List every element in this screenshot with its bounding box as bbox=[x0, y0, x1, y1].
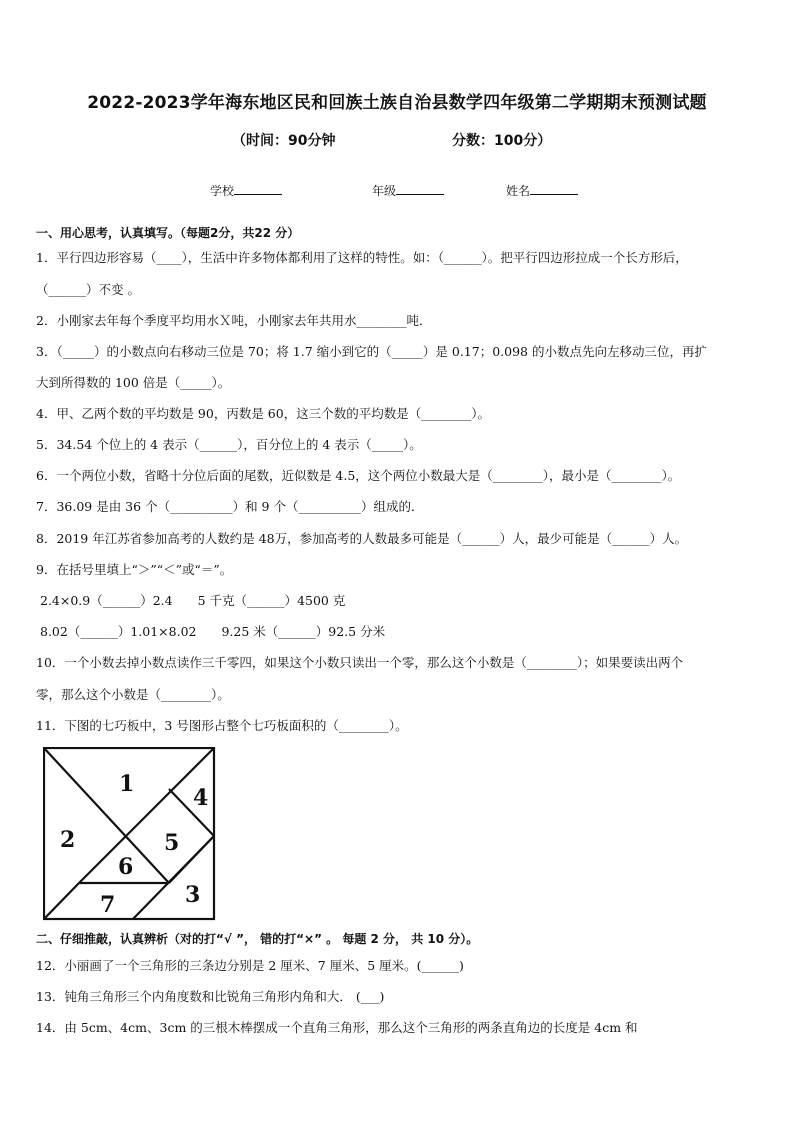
tangram-edge bbox=[44, 883, 79, 919]
question-line: （______）不变 。 bbox=[36, 282, 140, 297]
name-blank[interactable] bbox=[530, 182, 578, 195]
name-field bbox=[506, 182, 578, 199]
question-line: 8．2019 年江苏省参加高考的人数约是 48万，参加高考的人数最多可能是（______）人，最少可能是（______）人。 bbox=[36, 531, 688, 546]
question-line: 7．36.09 是由 36 个（__________）和 9 个（__________）组成的． bbox=[36, 499, 424, 514]
question-line: 1．平行四边形容易（____），生活中许多物体都利用了这样的特性。如：（______）。把平行四边形拉成一个长方形后， bbox=[36, 250, 688, 265]
page-title: 2022-2023学年海东地区民和回族土族自治县数学四年级第二学期期末预测试题 bbox=[87, 93, 707, 113]
question-line: 零，那么这个小数是（________）。 bbox=[36, 687, 230, 702]
question-line: 6．一个两位小数，省略十分位后面的尾数，近似数是 4.5，这个两位小数最大是（________），最小是（________）。 bbox=[36, 468, 681, 483]
school-blank[interactable] bbox=[234, 182, 282, 195]
grade-blank[interactable] bbox=[396, 182, 444, 195]
score-label: 分数：100分） bbox=[452, 133, 552, 149]
tangram-edge bbox=[44, 748, 169, 883]
section-two-heading: 二、仔细推敲，认真辨析（对的打“√ ”， 错的打“×” 。 每题 2 分， 共 10 分）。 bbox=[36, 932, 479, 946]
question-line: 10．一个小数去掉小数点读作三千零四，如果这个小数只读出一个零，那么这个小数是（________）；如果要读出两个 bbox=[36, 655, 684, 670]
school-label: 学校 bbox=[210, 184, 235, 198]
time-label: （时间：90分钟 bbox=[232, 133, 336, 149]
question-line: 9．在括号里填上“＞”“＜”或“＝”。 bbox=[36, 562, 233, 577]
tangram-label: 4 bbox=[193, 785, 209, 811]
tangram-label: 1 bbox=[119, 771, 135, 797]
question-line: 5．34.54 个位上的 4 表示（______），百分位上的 4 表示（_____）。 bbox=[36, 437, 422, 452]
question-line: 12．小丽画了一个三角形的三条边分别是 2 厘米、7 厘米、5 厘米。(______) bbox=[36, 958, 464, 973]
question-line: 2.4×0.9（______）2.4 5 千克（______）4500 克 bbox=[40, 593, 346, 608]
question-line: 2．小刚家去年每个季度平均用水Ｘ吨，小刚家去年共用水________吨． bbox=[36, 313, 432, 328]
question-line: 4．甲、乙两个数的平均数是 90，丙数是 60，这三个数的平均数是（________）。 bbox=[36, 406, 490, 421]
tangram-label: 2 bbox=[60, 827, 76, 853]
grade-field bbox=[372, 182, 444, 199]
tangram-label: 6 bbox=[118, 854, 134, 880]
tangram-label: 7 bbox=[100, 892, 116, 918]
tangram-figure bbox=[43, 747, 217, 923]
question-line: 14．由 5cm、4cm、3cm 的三根木棒摆成一个直角三角形，那么这个三角形的两条直角边的长度是 4cm 和 bbox=[36, 1020, 638, 1035]
question-line: 13．钝角三角形三个内角度数和比锐角三角形内角和大． (___) bbox=[36, 989, 385, 1004]
tangram-label: 5 bbox=[164, 830, 180, 856]
school-field bbox=[210, 182, 282, 199]
tangram-label: 3 bbox=[185, 882, 201, 908]
name-label: 姓名 bbox=[506, 184, 531, 198]
section-one-heading: 一、用心思考，认真填写。（每题2分，共22 分） bbox=[36, 226, 300, 240]
question-line: 大到所得数的 100 倍是（_____）。 bbox=[36, 375, 231, 390]
grade-label: 年级 bbox=[372, 184, 397, 198]
question-line: 8.02（______）1.01×8.02 9.25 米（______）92.5 分米 bbox=[40, 624, 386, 639]
question-line: 11．下图的七巧板中，3 号图形占整个七巧板面积的（________）。 bbox=[36, 718, 408, 733]
question-line: 3．（_____）的小数点向右移动三位是 70；将 1.7 缩小到它的（_____）是 0.17；0.098 的小数点先向左移动三位，再扩 bbox=[36, 344, 707, 359]
